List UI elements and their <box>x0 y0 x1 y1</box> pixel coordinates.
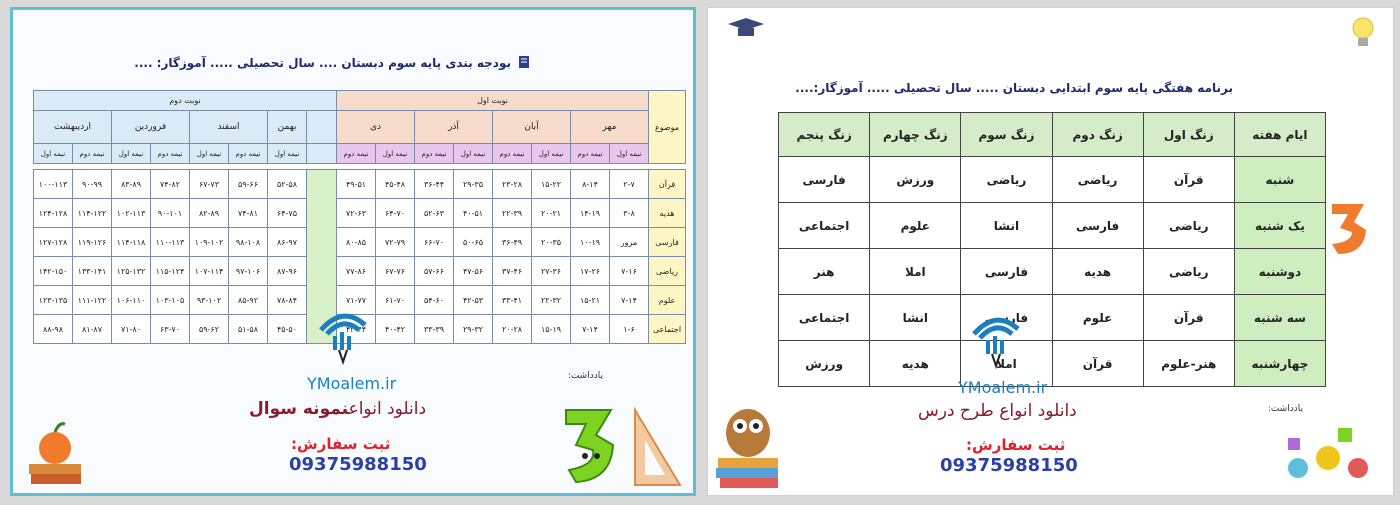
schedule-row <box>779 341 1326 387</box>
budget-cell: ۱۵-۲۲ <box>532 170 571 199</box>
budget-cell: ۷-۱۴ <box>571 315 610 344</box>
bell-header: زنگ سوم <box>961 113 1052 157</box>
subject-cell: اجتماعی <box>649 315 686 344</box>
day-cell: سه شنبه <box>1234 295 1325 341</box>
lesson-cell: ریاضی <box>1143 203 1234 249</box>
half-header: نیمه اول <box>454 144 493 164</box>
budget-cell: مرور <box>610 228 649 257</box>
budget-cell: ۵۹-۶۶ <box>229 170 268 199</box>
download-highlight: نمونه سوال <box>249 399 349 419</box>
budget-cell: ۵۲-۵۸ <box>268 170 307 199</box>
half-header: نیمه دوم <box>571 144 610 164</box>
budget-cell: ۱۰۹-۱۰۲ <box>190 228 229 257</box>
budget-cell: ۲۳-۲۸ <box>493 170 532 199</box>
lesson-cell: املا <box>870 249 961 295</box>
lesson-cell: اجتماعی <box>779 203 870 249</box>
schedule-row <box>779 295 1326 341</box>
budget-title: بودجه بندی پایه سوم دبستان .... سال تحصیلی ..... آموزگار: .... <box>134 56 511 70</box>
lesson-cell: ورزش <box>870 157 961 203</box>
budget-cell: ۵۰-۶۵ <box>454 228 493 257</box>
budget-cell: ۹۷-۱۰۶ <box>229 257 268 286</box>
budget-cell: ۶۷-۷۶ <box>376 257 415 286</box>
ymoalem-logo-icon <box>313 300 373 370</box>
budget-cell: ۳۶-۴۹ <box>493 228 532 257</box>
download-text: دانلود انواع طرح درس <box>918 401 1077 421</box>
schedule-title: برنامه هفتگی پایه سوم ابتدایی دبستان ..... سال تحصیلی ..... آموزگار:.... <box>795 81 1233 95</box>
lesson-cell: انشا <box>870 295 961 341</box>
budget-cell: ۱۰۰-۱۱۳ <box>34 170 73 199</box>
budget-cell: ۶۶-۷۰ <box>415 228 454 257</box>
subject-cell: ریاضی <box>649 257 686 286</box>
number-three-badge-icon <box>1324 198 1374 258</box>
watermark-text: YMoalem.ir <box>958 378 1048 397</box>
budget-cell: ۷۲-۶۳ <box>337 199 376 228</box>
budget-cell: ۷۱-۷۷ <box>337 286 376 315</box>
lesson-cell: ورزش <box>779 341 870 387</box>
budget-cell: ۱۵-۲۱ <box>571 286 610 315</box>
day-cell: چهارشنبه <box>1234 341 1325 387</box>
budget-cell: ۷۴-۸۱ <box>229 199 268 228</box>
lesson-cell: اجتماعی <box>779 295 870 341</box>
budget-cell: ۱۰۶-۱۱۰ <box>112 286 151 315</box>
budget-cell: ۷-۱۶ <box>610 257 649 286</box>
budget-cell: ۵۱-۵۸ <box>229 315 268 344</box>
half-header: نیمه دوم <box>151 144 190 164</box>
phone-number[interactable]: 09375988150 <box>940 455 1078 476</box>
lesson-cell: هدیه <box>870 341 961 387</box>
budget-cell: ۲۰-۳۵ <box>532 228 571 257</box>
lesson-cell: هنر-علوم <box>1143 341 1234 387</box>
lesson-cell: املا <box>961 341 1052 387</box>
budget-cell: ۸۵-۹۲ <box>229 286 268 315</box>
subject-cell: علوم <box>649 286 686 315</box>
turn1-header: نوبت اول <box>337 91 649 111</box>
budget-cell: ۷۱-۸۰ <box>112 315 151 344</box>
lesson-cell: هدیه <box>1052 249 1143 295</box>
budget-cell: ۵۹-۶۲ <box>190 315 229 344</box>
number-three-mascot-icon <box>551 400 631 490</box>
budget-cell: ۱۱۵-۱۲۴ <box>151 257 190 286</box>
budget-cell: ۳۳-۳۹ <box>415 315 454 344</box>
half-header: نیمه دوم <box>493 144 532 164</box>
subject-cell: فارسی <box>649 228 686 257</box>
half-header: نیمه اول <box>376 144 415 164</box>
month-header: فروردین <box>112 111 190 144</box>
budget-cell: ۶۴-۷۵ <box>268 199 307 228</box>
order-label: ثبت سفارش: <box>966 436 1066 454</box>
turn2-header: نوبت دوم <box>34 91 337 111</box>
owl-books-icon <box>712 388 784 493</box>
budget-cell: ۴۷-۵۶ <box>454 257 493 286</box>
budget-cell: ۱۰۷-۱۱۴ <box>190 257 229 286</box>
schedule-row <box>779 249 1326 295</box>
budget-cell: ۹۰-۱۰۱ <box>151 199 190 228</box>
day-cell: شنبه <box>1234 157 1325 203</box>
budget-cell: ۱۲۳-۱۳۵ <box>34 286 73 315</box>
budget-cell: ۱۴-۱۹ <box>571 199 610 228</box>
budget-cell: ۴۵-۵۰ <box>268 315 307 344</box>
budget-cell: ۴۹-۵۱ <box>337 170 376 199</box>
budget-cell: ۵۷-۶۶ <box>415 257 454 286</box>
budget-cell: ۷۴-۸۲ <box>151 170 190 199</box>
lightbulb-icon <box>1348 14 1378 54</box>
budget-cell: ۱۷-۲۶ <box>571 257 610 286</box>
month-header: اسفند <box>190 111 268 144</box>
budget-page <box>10 7 696 496</box>
bell-header: زنگ اول <box>1143 113 1234 157</box>
subject-header: موضوع <box>649 91 686 164</box>
lesson-cell: انشا <box>961 203 1052 249</box>
lesson-cell: هنر <box>779 249 870 295</box>
budget-cell: ۱۵-۱۹ <box>532 315 571 344</box>
budget-cell: ۷۲-۷۹ <box>376 228 415 257</box>
budget-cell: ۷۷-۸۶ <box>337 257 376 286</box>
budget-cell: ۱۳۳-۱۴۱ <box>73 257 112 286</box>
lesson-cell: فارسی <box>1052 203 1143 249</box>
month-header: آذر <box>415 111 493 144</box>
budget-cell: ۸۷-۹۶ <box>268 257 307 286</box>
budget-cell: ۳۷-۴۶ <box>493 257 532 286</box>
ymoalem-logo-icon <box>966 304 1026 374</box>
half-header: نیمه دوم <box>337 144 376 164</box>
day-cell: دوشنبه <box>1234 249 1325 295</box>
lesson-cell: قرآن <box>1143 295 1234 341</box>
lesson-cell: فارسی <box>961 249 1052 295</box>
budget-cell: ۴۰-۴۲ <box>376 315 415 344</box>
budget-cell: ۸۰-۸۵ <box>337 228 376 257</box>
days-header: ایام هفته <box>1234 113 1325 157</box>
budget-cell: ۲-۷ <box>610 170 649 199</box>
notes-label: یادداشت: <box>1267 404 1303 414</box>
budget-cell: ۴۳-۴۴ <box>337 315 376 344</box>
lesson-cell: علوم <box>870 203 961 249</box>
budget-cell: ۶۷-۷۳ <box>190 170 229 199</box>
nowruz-half-spacer <box>307 144 337 164</box>
half-header: نیمه اول <box>268 144 307 164</box>
month-header: آبان <box>493 111 571 144</box>
budget-cell: ۸۱-۸۷ <box>73 315 112 344</box>
month-header: دی <box>337 111 415 144</box>
subject-cell: قرآن <box>649 170 686 199</box>
budget-cell: ۸۶-۹۷ <box>268 228 307 257</box>
budget-cell: ۹۸-۱۰۸ <box>229 228 268 257</box>
budget-cell: ۱۱۹-۱۲۶ <box>73 228 112 257</box>
lesson-cell: قرآن <box>1143 157 1234 203</box>
lesson-cell: فارسی <box>779 157 870 203</box>
half-header: نیمه دوم <box>73 144 112 164</box>
subject-cell: هدیه <box>649 199 686 228</box>
budget-cell: ۳۳-۴۱ <box>493 286 532 315</box>
budget-cell: ۱-۶ <box>610 315 649 344</box>
weekly-schedule-table <box>778 112 1326 387</box>
budget-cell: ۸۸-۹۸ <box>34 315 73 344</box>
lesson-cell: ریاضی <box>1052 157 1143 203</box>
watermark-text: YMoalem.ir <box>307 374 397 393</box>
budget-cell: ۳-۸ <box>610 199 649 228</box>
budget-cell: ۱۰۳-۱۰۵ <box>151 286 190 315</box>
budget-cell: ۶۴-۷۰ <box>376 199 415 228</box>
budget-cell: ۱۰۲-۱۱۳ <box>112 199 151 228</box>
budget-cell: ۷-۱۴ <box>610 286 649 315</box>
month-header: بهمن <box>268 111 307 144</box>
budget-cell: ۱۱۰-۱۱۳ <box>151 228 190 257</box>
budget-cell: ۸-۱۴ <box>571 170 610 199</box>
budget-row <box>34 228 686 257</box>
budget-cell: ۷۸-۸۴ <box>268 286 307 315</box>
colorful-letters-icon <box>1268 408 1388 493</box>
budget-cell: ۲۰-۲۸ <box>493 315 532 344</box>
budget-cell: ۱۴۲-۱۵۰ <box>34 257 73 286</box>
ruler-triangle-icon <box>625 400 685 490</box>
half-header: نیمه دوم <box>415 144 454 164</box>
month-header: مهر <box>571 111 649 144</box>
budget-cell: ۴۲-۵۳ <box>454 286 493 315</box>
budget-cell: ۱۱۴-۱۱۸ <box>112 228 151 257</box>
graduation-cap-icon <box>726 16 766 40</box>
budget-cell: ۸۲-۸۹ <box>190 199 229 228</box>
weekly-schedule-page <box>707 7 1394 496</box>
budget-cell: ۳۶-۴۴ <box>415 170 454 199</box>
budget-cell: ۱۲۷-۱۲۸ <box>34 228 73 257</box>
budget-cell: ۸۳-۸۹ <box>112 170 151 199</box>
budget-cell: ۶۳-۷۰ <box>151 315 190 344</box>
half-header: نیمه دوم <box>229 144 268 164</box>
half-header: نیمه اول <box>610 144 649 164</box>
lesson-cell: ریاضی <box>1143 249 1234 295</box>
order-label: ثبت سفارش: <box>291 435 391 453</box>
budget-row <box>34 199 686 228</box>
budget-cell: ۵۴-۶۰ <box>415 286 454 315</box>
download-line <box>249 399 426 419</box>
budget-cell: ۱۲۴-۱۲۸ <box>34 199 73 228</box>
month-header: اردیبهشت <box>34 111 112 144</box>
lesson-cell: قرآن <box>1052 341 1143 387</box>
budget-cell: ۱۰-۱۹ <box>571 228 610 257</box>
lesson-cell: فارسی <box>961 295 1052 341</box>
day-cell: یک شنبه <box>1234 203 1325 249</box>
download-prefix: دانلود انواع <box>348 399 427 419</box>
nowruz-month-spacer <box>307 111 337 144</box>
budget-cell: ۲۷-۳۶ <box>532 257 571 286</box>
lesson-cell: علوم <box>1052 295 1143 341</box>
budget-cell: ۱۱۴-۱۲۲ <box>73 199 112 228</box>
budget-cell: ۲۲-۳۲ <box>532 286 571 315</box>
half-header: نیمه اول <box>190 144 229 164</box>
notes-label: یادداشت: <box>567 371 603 381</box>
budget-cell: ۴۰-۵۱ <box>454 199 493 228</box>
half-header: نیمه اول <box>112 144 151 164</box>
half-header: نیمه اول <box>34 144 73 164</box>
apple-books-icon <box>25 412 85 487</box>
budget-cell: ۲۰-۲۱ <box>532 199 571 228</box>
book-icon <box>518 55 530 69</box>
lesson-cell: ریاضی <box>961 157 1052 203</box>
budget-cell: ۹۳-۱۰۲ <box>190 286 229 315</box>
budget-cell: ۲۹-۳۲ <box>454 315 493 344</box>
bell-header: زنگ دوم <box>1052 113 1143 157</box>
budget-cell: ۵۲-۶۳ <box>415 199 454 228</box>
budget-cell: ۶۱-۷۰ <box>376 286 415 315</box>
budget-cell: ۹۰-۹۹ <box>73 170 112 199</box>
half-header: نیمه اول <box>532 144 571 164</box>
phone-number[interactable]: 09375988150 <box>289 454 427 475</box>
budget-row <box>34 170 686 199</box>
schedule-row <box>779 203 1326 249</box>
budget-cell: ۲۹-۳۵ <box>454 170 493 199</box>
budget-cell: ۴۵-۴۸ <box>376 170 415 199</box>
budget-cell: ۱۱۱-۱۲۲ <box>73 286 112 315</box>
budget-row <box>34 257 686 286</box>
budget-cell: ۲۲-۳۹ <box>493 199 532 228</box>
budget-cell: ۱۲۵-۱۳۲ <box>112 257 151 286</box>
bell-header: زنگ چهارم <box>870 113 961 157</box>
bell-header: زنگ پنجم <box>779 113 870 157</box>
schedule-row <box>779 157 1326 203</box>
